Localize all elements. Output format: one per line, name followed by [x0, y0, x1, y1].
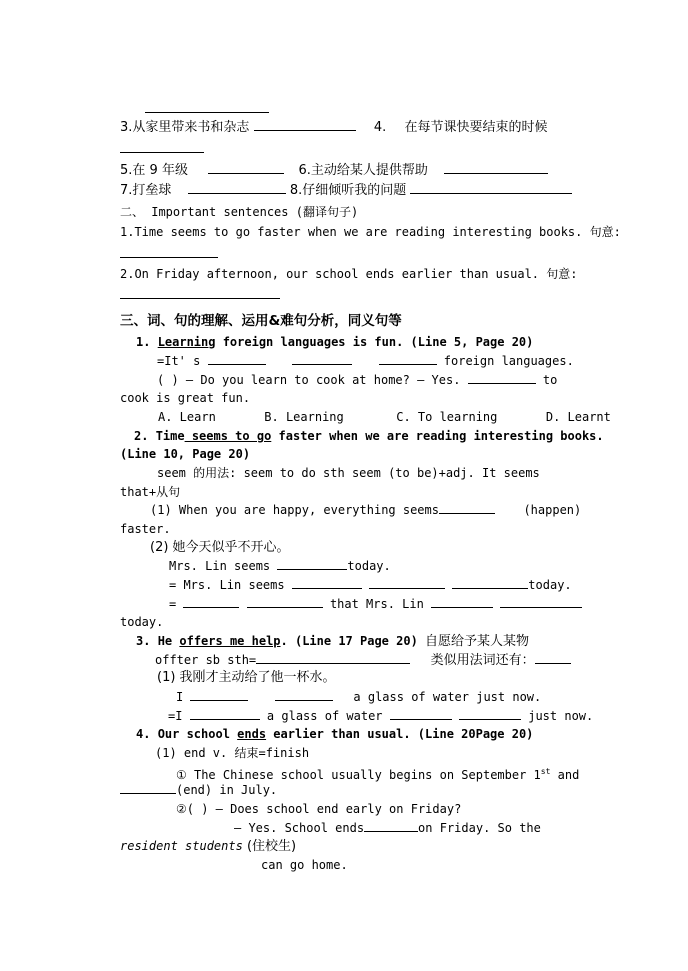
answer-blank[interactable]	[183, 596, 239, 608]
example-1-hint: (end) in July.	[176, 783, 278, 797]
item-4-example-2: ②( ) — Does school end early on Friday?	[176, 802, 462, 816]
answer-blank[interactable]	[292, 577, 362, 589]
answer-blank[interactable]	[256, 652, 410, 664]
rewrite-prefix: =It' s	[157, 354, 201, 368]
item-2-q2-c-cont: today.	[120, 615, 164, 629]
resident-students: resident students	[120, 839, 243, 853]
answer-blank[interactable]	[444, 162, 548, 174]
option-a: A. Learn	[158, 410, 216, 424]
item-3-meaning: 自愿给予某人某物	[425, 634, 530, 649]
answer-text: — Yes. School ends	[234, 821, 365, 835]
phrase-4-number: 4.	[373, 120, 387, 135]
q1-a-prefix: I	[176, 690, 184, 704]
answer-line[interactable]	[120, 298, 280, 299]
phrase-3-row	[120, 119, 548, 136]
item-2-q2-c	[169, 596, 582, 612]
option-b: B. Learning	[264, 410, 344, 424]
answer-blank[interactable]	[410, 182, 572, 194]
rewrite-suffix: foreign languages.	[443, 354, 574, 368]
answer-blank[interactable]	[439, 502, 495, 514]
answer-line[interactable]	[120, 257, 218, 258]
option-c: C. To learning	[396, 410, 498, 424]
answer-blank[interactable]	[254, 119, 356, 131]
item-2-heading	[134, 428, 604, 444]
answer-blank[interactable]	[292, 353, 352, 365]
q2-a-suffix: today.	[347, 559, 391, 573]
item-4-definition: (1) end v. 结束=finish	[155, 746, 310, 760]
item-2-number: 2.	[134, 429, 149, 443]
item-3-subject: He	[157, 634, 180, 648]
answer-blank[interactable]	[452, 577, 528, 589]
answer-text-post: on Friday. So the	[418, 821, 541, 835]
answer-blank[interactable]	[500, 596, 582, 608]
answer-blank[interactable]	[247, 596, 323, 608]
item-4-number: 4.	[136, 727, 151, 741]
item-1-number: 1.	[136, 335, 151, 349]
item-4-example-1	[176, 764, 579, 783]
answer-blank[interactable]	[379, 353, 437, 365]
q2-c-middle: that Mrs. Lin	[329, 597, 424, 611]
item-1-rewrite	[157, 353, 574, 369]
option-d: D. Learnt	[545, 410, 611, 424]
q1-hint: (happen)	[523, 503, 582, 517]
phrase-5: 5.在 9 年级	[120, 163, 188, 178]
q2-b-suffix: today.	[528, 578, 572, 592]
example-1-and: and	[550, 768, 580, 782]
section-2-title: 二、 Important sentences (翻译句子)	[120, 205, 359, 219]
resident-students-meaning: (住校生)	[242, 839, 297, 854]
seem-usage: seem 的用法: seem to do sth seem (to be)+adj. It seems	[157, 466, 540, 480]
answer-blank[interactable]	[390, 708, 452, 720]
item-1-rest: foreign languages is fun. (Line 5, Page 20)	[215, 335, 534, 349]
answer-blank[interactable]	[208, 162, 284, 174]
item-3-pattern	[155, 652, 571, 669]
q1-b-middle: a glass of water	[266, 709, 383, 723]
item-2-q1-cont: faster.	[120, 522, 171, 536]
item-4-example-1-cont	[120, 782, 277, 798]
pattern-text: offter sb sth=	[155, 653, 257, 667]
item-1-options	[158, 409, 611, 425]
keyword-seems-to-go: seems to go	[184, 429, 272, 443]
phrase-5-row	[120, 162, 548, 179]
item-1-heading	[136, 334, 533, 350]
question-text: ( ) — Do you learn to cook at home? — Yes.	[157, 373, 461, 387]
q1-text: (1) When you are happy, everything seems	[150, 503, 439, 517]
q1-a-suffix: a glass of water just now.	[353, 690, 542, 704]
example-1-text: ① The Chinese school usually begins on September 1	[176, 768, 541, 782]
phrase-6: 6.主动给某人提供帮助	[298, 163, 428, 178]
item-1-question	[157, 372, 557, 388]
example-1-superscript: st	[540, 767, 551, 776]
item-3-heading	[136, 633, 529, 650]
item-3-q1-b	[168, 708, 593, 724]
item-2-q2: (2) 她今天似乎不开心。	[150, 540, 290, 555]
item-2-q2-b	[169, 577, 572, 593]
answer-blank[interactable]	[190, 689, 248, 701]
keyword-learning: Learning	[157, 335, 216, 349]
keyword-ends: ends	[237, 727, 267, 741]
sentence-1: 1.Time seems to go faster when we are reading interesting books. 句意:	[120, 225, 621, 239]
item-3-q1: (1) 我刚才主动给了他一杯水。	[157, 670, 336, 685]
item-2-rest: faster when we are reading interesting books.	[271, 429, 604, 443]
item-4-example-2-answer	[234, 820, 541, 836]
phrase-7: 7.打垒球	[120, 183, 172, 198]
item-4-subject: Our school	[157, 727, 238, 741]
section-3-title: 三、词、句的理解、运用&难句分析，同义句等	[120, 313, 402, 329]
item-2-subject: Time	[155, 429, 185, 443]
question-to: to	[542, 373, 558, 387]
answer-line[interactable]	[120, 152, 204, 153]
item-4-example-2-cont	[120, 838, 296, 855]
q2-c-prefix: =	[169, 597, 177, 611]
q2-b-prefix: = Mrs. Lin seems	[169, 578, 285, 592]
answer-blank[interactable]	[535, 652, 571, 664]
q1-b-prefix: =I	[168, 709, 183, 723]
item-3-q1-a	[176, 689, 541, 705]
item-2-source: (Line 10, Page 20)	[120, 447, 251, 461]
item-4-heading	[136, 726, 533, 742]
q1-b-suffix: just now.	[528, 709, 594, 723]
item-1-question-cont: cook is great fun.	[120, 391, 251, 405]
keyword-offers-me-help: offers me help	[179, 634, 281, 648]
answer-line	[145, 112, 269, 113]
item-2-q2-a	[169, 558, 391, 574]
phrase-3: 3.从家里带来书和杂志	[120, 120, 250, 135]
answer-blank[interactable]	[120, 782, 176, 794]
answer-blank[interactable]	[275, 689, 333, 701]
answer-blank[interactable]	[188, 182, 286, 194]
q2-a-prefix: Mrs. Lin seems	[169, 559, 271, 573]
phrase-4: 在每节课快要结束的时候	[404, 120, 548, 135]
item-2-q1	[150, 502, 581, 518]
answer-blank[interactable]	[190, 708, 260, 720]
item-3-number: 3.	[136, 634, 151, 648]
answer-blank[interactable]	[208, 353, 266, 365]
phrase-8: 8.仔细倾听我的问题	[289, 183, 407, 198]
answer-blank[interactable]	[369, 577, 445, 589]
pattern-similar: 类似用法词还有：	[430, 653, 535, 668]
answer-blank[interactable]	[277, 558, 347, 570]
answer-blank[interactable]	[459, 708, 521, 720]
sentence-2: 2.On Friday afternoon, our school ends earlier than usual. 句意:	[120, 267, 578, 281]
phrase-7-row	[120, 182, 572, 199]
answer-blank[interactable]	[468, 372, 536, 384]
item-4-example-2-last: can go home.	[261, 858, 348, 872]
seem-usage-cont: that+从句	[120, 485, 181, 499]
answer-blank[interactable]	[431, 596, 493, 608]
answer-blank[interactable]	[364, 820, 418, 832]
item-3-rest: . (Line 17 Page 20)	[280, 634, 418, 648]
item-4-rest: earlier than usual. (Line 20Page 20)	[266, 727, 534, 741]
